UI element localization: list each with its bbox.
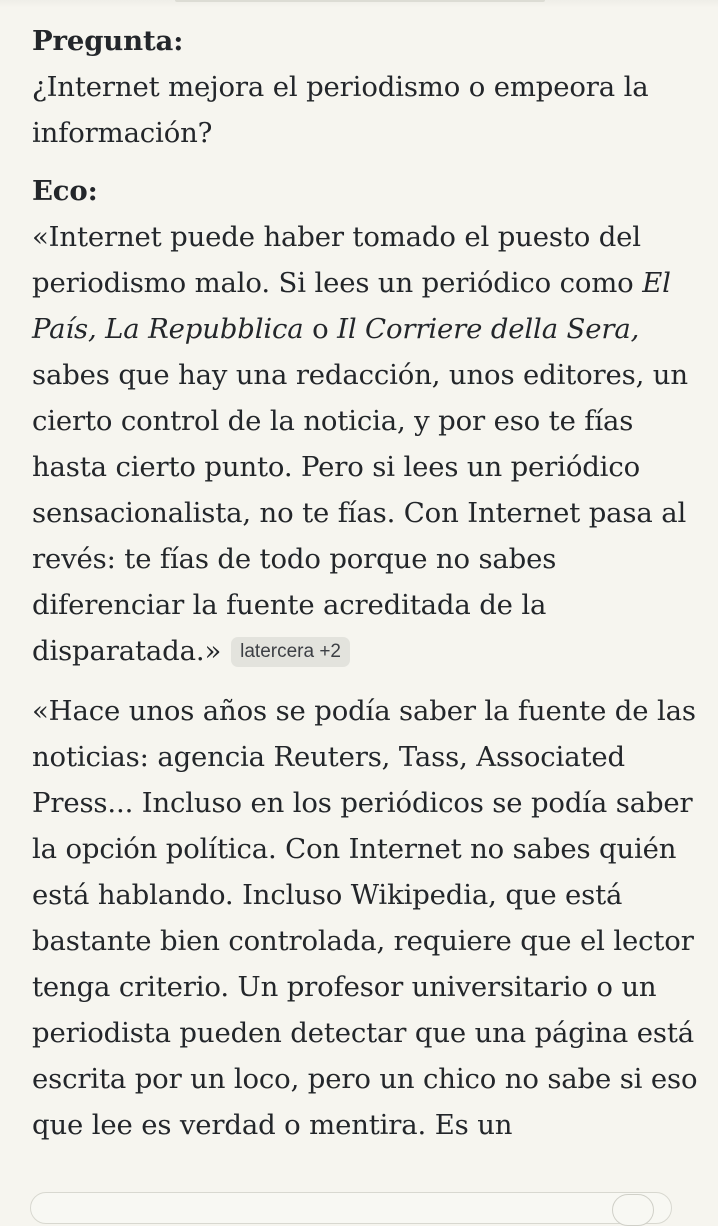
answer-text-1: «Internet puede haber tomado el puesto del periodismo malo. Si lees un periódico como xyxy=(32,221,643,299)
spacer xyxy=(32,156,702,168)
composer-button[interactable] xyxy=(612,1194,654,1226)
newspaper-la-repubblica: La Repubblica xyxy=(105,313,304,345)
response-body xyxy=(32,18,702,1148)
question-text: ¿Internet mejora el periodismo o empeora la información? xyxy=(32,71,649,149)
answer-label: Eco: xyxy=(32,175,98,207)
spacer xyxy=(32,674,702,688)
citation-chip[interactable]: latercera +2 xyxy=(231,637,350,667)
answer-text-2: sabes que hay una redacción, unos editores, un cierto control de la noticia, y por eso te fías hasta cierto punto. Pero si lees un periódico sensacionalista, no te fías. Con Internet pasa al revés: te fías de todo porque no sabes diferenciar la fuente acreditada de la disparatada.» xyxy=(32,359,688,667)
newspaper-il-corriere: Il Corriere della Sera, xyxy=(337,313,640,345)
newspaper-el-pais: El País, xyxy=(32,267,671,345)
question-label: Pregunta: xyxy=(32,25,184,57)
answer-paragraph-1 xyxy=(32,214,702,674)
answer-paragraph-2: «Hace unos años se podía saber la fuente de las noticias: agencia Reuters, Tass, Associated Press... Incluso en los periódicos se podía saber la opción política. Con Internet no sabes quién está hablando. Incluso Wikipedia, que está bastante bien controlada, requiere que el lector tenga criterio. Un profesor universitario o un periodista pueden detectar que una página está escrita por un loco, pero un chico no sabe si eso que lee es verdad o mentira. Es un xyxy=(32,695,698,1141)
composer-bar[interactable] xyxy=(30,1192,672,1224)
top-edge xyxy=(175,0,545,2)
separator: o xyxy=(303,313,338,345)
separator xyxy=(97,313,106,345)
